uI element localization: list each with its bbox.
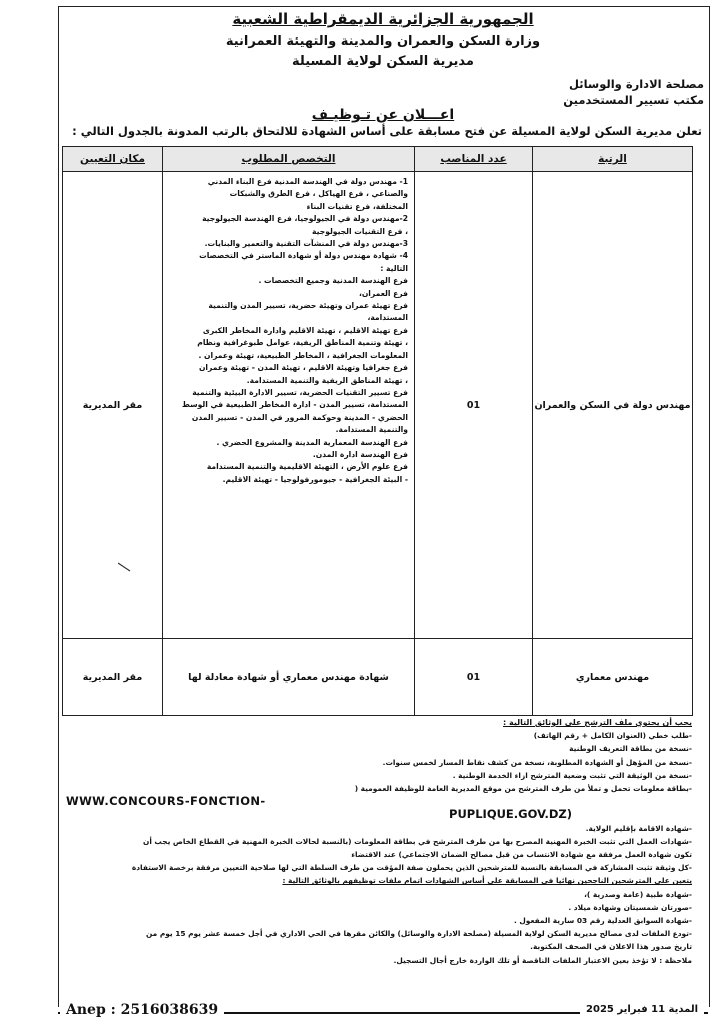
requirement-item: -نسخة من الوثيقة التي تثبت وضعية المترشح ازاء الخدمة الوطنية . bbox=[452, 770, 692, 780]
requirement-item: -نسخة من بطاقة التعريف الوطنية bbox=[569, 744, 692, 754]
requirement-item: -كل وثيقة تثبت المشاركة في المسابقة بالنسبة للمترشحين الذين يحملون صفة المؤقت من طرف السلطة التي لها صلاحية التعيين مرفقة برخصة الاستفادة bbox=[131, 863, 692, 873]
requirement-item: -نسخة من المؤهل أو الشهادة المطلوبة، نسخة من كشف نقاط المسار لخمس سنوات. bbox=[382, 757, 692, 767]
specialty-line: فرع الهندسة المعمارية المدينة والمشروع الحضري . bbox=[216, 437, 408, 447]
specialty-line: 4- شهادة مهندس دولة أو شهادة الماستر في التخصصات bbox=[199, 251, 408, 261]
specialty-line: المستدامة، bbox=[367, 313, 408, 323]
specialty-line: فرع تسيير التقنيات الحضرية، تسيير الادارة البيئية والتنمية bbox=[192, 387, 408, 397]
department-block bbox=[504, 76, 704, 108]
department-office: مكتب تسيير المستخدمين bbox=[563, 93, 704, 107]
row2-grade: مهندس معماري bbox=[533, 639, 693, 716]
ministry-title: وزارة السكن والعمران والمدينة والتهيئة العمرانية bbox=[225, 34, 541, 49]
table-header-row bbox=[63, 147, 693, 172]
portal-url-part1: WWW.CONCOURS-FONCTION- bbox=[66, 794, 266, 809]
specialty-line: ، تهيئة وتنمية المناطق الريفية، عوامل طبوغرافية ونظام bbox=[197, 338, 408, 348]
specialty-line: المختلفة، فرع تقنيات البناء bbox=[306, 201, 408, 211]
table-row bbox=[63, 172, 693, 639]
row1-count: 01 bbox=[415, 172, 533, 639]
header-count: عدد المناصب bbox=[415, 147, 533, 172]
header-specialty: التخصص المطلوب bbox=[163, 147, 415, 172]
row2-location: مقر المديرية bbox=[63, 639, 163, 716]
row1-grade: مهندس دولة في السكن والعمران bbox=[533, 172, 693, 639]
republic-title: الجمهورية الجزائرية الديمقراطية الشعبية bbox=[232, 10, 534, 28]
header-grade: الرتبة bbox=[533, 147, 693, 172]
specialty-line: فرع تهيئة عمران وتهيئة حضرية، تسيير المدن والتنمية bbox=[208, 301, 408, 311]
department-service: مصلحة الادارة والوسائل bbox=[568, 77, 704, 91]
requirement-note: ملاحظة : لا تؤخذ بعين الاعتبار الملفات الناقصة أو تلك الواردة خارج أجال التسجيل. bbox=[393, 955, 692, 965]
specialty-line: - البيئة الجغرافية - جيومورفولوجيا - تهيئة الاقليم. bbox=[222, 474, 408, 484]
requirement-item: -صورتان شمسيتان وشهادة ميلاد . bbox=[568, 902, 692, 912]
specialty-line: فرع علوم الأرض ، التهيئة الاقليمية والتنمية المستدامة bbox=[206, 462, 408, 472]
header-location: مكان التعيين bbox=[63, 147, 163, 172]
specialty-line: 2-مهندس دولة في الجيولوجيا، فرع الهندسة الجيولوجية bbox=[202, 214, 408, 224]
requirement-item: -تودع الملفات لدى مصالح مديرية السكن لولاية المسيلة (مصلحة الادارة والوسائل) والكائن مقرها في الحي الاداري في أجل خمسة عشر يوم 15 يوم من bbox=[146, 929, 692, 939]
requirements-title: يجب أن يحتوي ملف الترشح على الوثائق التالية : bbox=[503, 718, 692, 727]
pen-mark bbox=[118, 562, 132, 572]
announcement-intro: تعلن مديرية السكن لولاية المسيلة عن فتح مسابقة على أساس الشهادة للالتحاق بالرتب المدونة بالجدول التالي : bbox=[72, 124, 702, 138]
specialty-line: 3-مهندس دولة في المنشآت التقنية والتعمير والبنايات. bbox=[204, 239, 408, 249]
requirements-section bbox=[66, 716, 692, 967]
requirement-item: -طلب خطي (العنوان الكامل + رقم الهاتف) bbox=[533, 731, 692, 741]
row1-specialty-list bbox=[163, 172, 415, 639]
requirement-item: -شهادة السوابق العدلية رقم 03 سارية المفعول . bbox=[514, 916, 692, 926]
specialty-line: فرع جغرافيا وتهيئة الاقليم ، تهيئة المدن - تهيئة وعمران bbox=[198, 363, 408, 373]
specialty-line: ، فرع التقنيات الجيولوجية bbox=[312, 226, 408, 236]
specialty-line: ، تهيئة المناطق الريفية والتنمية المستدامة. bbox=[246, 375, 408, 385]
specialty-line: فرع الهندسة ادارة المدن. bbox=[312, 449, 408, 459]
requirement-online: -بطاقة معلومات تحمل و تملأ من طرف المترشح من موقع المديرية العامة للوظيفة العمومية ( bbox=[354, 784, 692, 794]
specialty-line: 1- مهندس دولة في الهندسة المدنية فرع البناء المدني bbox=[207, 177, 408, 186]
specialty-line: فرع تهيئة الاقليم ، تهيئة الاقليم وادارة المخاطر الكبرى bbox=[202, 325, 408, 335]
requirement-item: تكون شهادة العمل مرفقة مع شهادة الانتساب من قبل مصالح الضمان الاجتماعي) عند الاقتضاء bbox=[351, 850, 692, 860]
anep-number: Anep : 2516038639 bbox=[60, 1002, 224, 1018]
requirement-item: تاريخ صدور هذا الاعلان في الصحف المكتوبة. bbox=[530, 942, 692, 952]
specialty-line: المستدامة، تسيير المدن - ادارة المخاطر الطبيعية في الوسط bbox=[182, 400, 408, 410]
specialty-line: التالية : bbox=[380, 263, 408, 273]
positions-table bbox=[62, 146, 693, 716]
row1-location: مقر المديرية bbox=[63, 172, 163, 639]
directorate-title: مديرية السكن لولاية المسيلة bbox=[292, 54, 474, 69]
specialty-line: فرع العمران، bbox=[358, 288, 408, 298]
specialty-line: الحضري - المدينة وحوكمة المرور في المدن - تسيير المدن bbox=[191, 412, 408, 422]
specialty-line: والصناعي ، فرع الهياكل ، فرع الطرق والشبكات bbox=[229, 189, 408, 199]
row2-count: 01 bbox=[415, 639, 533, 716]
specialty-line: فرع الهندسة المدنية وجميع التخصصات . bbox=[258, 276, 408, 286]
publication-date: المدية 11 فبراير 2025 bbox=[580, 1004, 704, 1015]
table-row bbox=[63, 639, 693, 716]
specialty-line: والتنمية المستدامة. bbox=[335, 425, 408, 435]
requirement-item: -شهادة طبية (عامة وصدرية )، bbox=[584, 889, 692, 899]
row2-specialty: شهادة مهندس معماري أو شهادة معادلة لها bbox=[163, 639, 415, 716]
successful-candidates-title: يتعين على المترشحين الناجحين نهائيا في المسابقة على أساس الشهادات اتمام ملفات توظيفهم بالوثائق التالية : bbox=[282, 876, 692, 886]
specialty-line: المعلومات الجغرافية ، المخاطر الطبيعية، تهيئة وعمران . bbox=[198, 350, 408, 360]
announcement-title: اعـــلان عن تـوظيـف bbox=[311, 107, 455, 123]
portal-url-part2: PUPLIQUE.GOV.DZ) bbox=[449, 807, 572, 822]
requirement-item: -شهادات العمل التي تثبت الخبرة المهنية المصرح بها من طرف المترشح في بطاقة المعلومات (بالنسبة لحالات الخبرة المهنية في القطاع الخاص يجب أن bbox=[143, 836, 692, 846]
requirement-item: -شهادة الاقامة بإقليم الولاية. bbox=[585, 823, 692, 833]
